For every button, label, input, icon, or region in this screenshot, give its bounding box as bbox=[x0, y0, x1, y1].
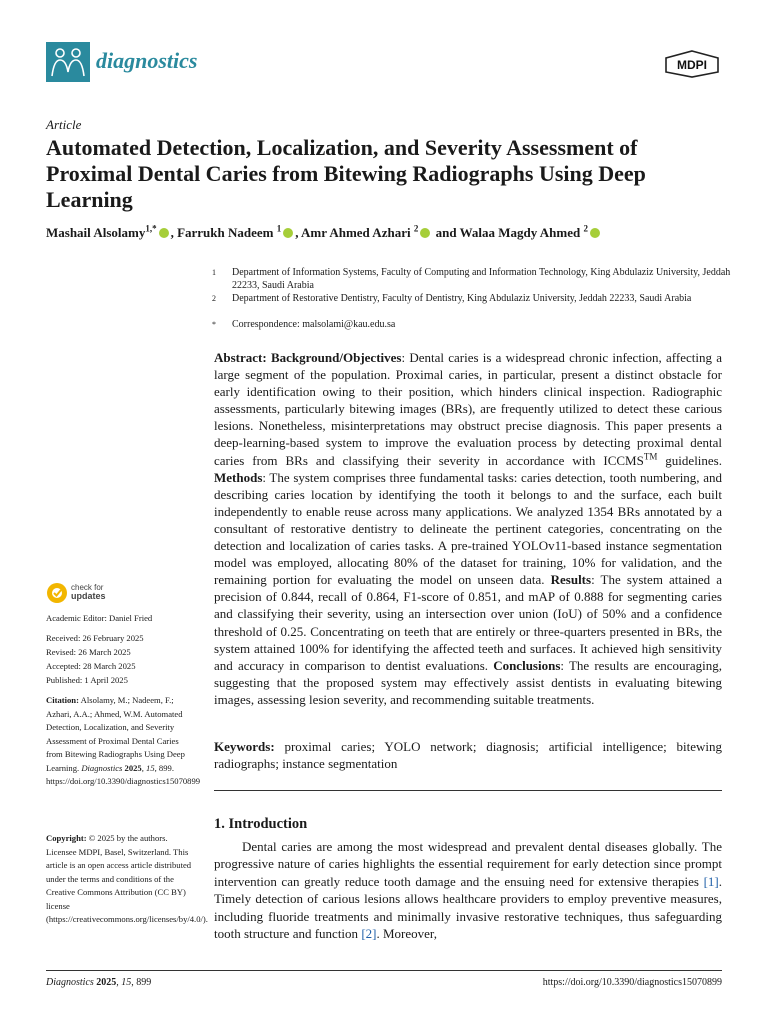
abstract-bg-tail: guidelines. bbox=[657, 452, 722, 468]
abstract-methods-label: Methods bbox=[214, 469, 263, 485]
correspondence bbox=[212, 318, 732, 331]
introduction-paragraph bbox=[214, 838, 722, 942]
article-type: Article bbox=[46, 117, 82, 132]
abstract-label: Abstract: bbox=[214, 350, 267, 365]
published-date: Published: 1 April 2025 bbox=[46, 675, 128, 685]
affiliation-text[interactable]: Correspondence: malsolami@kau.edu.sa bbox=[232, 319, 396, 330]
author-affiliation: 1 bbox=[276, 223, 282, 234]
journal-logo-icon bbox=[46, 42, 90, 82]
author-joiner: , bbox=[295, 225, 302, 240]
abstract-results-label: Results bbox=[550, 572, 592, 588]
abstract bbox=[214, 349, 722, 708]
revised-date: Revised: 26 March 2025 bbox=[46, 647, 131, 657]
footer-citation bbox=[46, 977, 151, 988]
author-affiliation: 2 bbox=[583, 223, 588, 234]
abstract-conclusions-text: : The results are encouraging, suggesting that the proposed system may effectively assist dentists in evaluating bitewing images, assessing lesion severity, and recommending suitable treatments. bbox=[214, 657, 722, 707]
author-list bbox=[46, 224, 726, 242]
intro-text: . Moreover, bbox=[376, 926, 437, 942]
citation-block bbox=[46, 694, 201, 789]
orcid-icon[interactable] bbox=[283, 228, 293, 238]
footer-divider bbox=[46, 970, 722, 971]
footer-journal: Diagnostics bbox=[46, 977, 94, 988]
article-title: Automated Detection, Localization, and Severity Assessment of Proximal Dental Caries from Bitewing Radiographs Using Deep Learning bbox=[46, 135, 646, 212]
citation-label: Citation: bbox=[46, 695, 79, 705]
citation-text: Alsolamy, M.; Nadeem, F.; Azhari, A.A.; Ahmed, W.M. Automated Detection, Localization, and Severity Assessment of Proximal Dental Caries from Bitewing Radiographs Using Deep Learning. bbox=[46, 695, 185, 773]
section-divider bbox=[214, 790, 722, 791]
footer-doi-link[interactable]: https://doi.org/10.3390/diagnostics15070899 bbox=[542, 977, 722, 988]
accepted-date: Accepted: 28 March 2025 bbox=[46, 661, 136, 671]
abstract-bg-label: Background/Objectives bbox=[270, 350, 402, 365]
author-affiliation: 2 bbox=[413, 223, 419, 234]
copyright-block bbox=[46, 832, 208, 927]
affiliation-mark: * bbox=[212, 320, 216, 329]
copyright-label: Copyright: bbox=[46, 833, 87, 843]
footer-year: 2025 bbox=[93, 977, 117, 988]
citation-tail[interactable]: , 899. https://doi.org/10.3390/diagnostics15070899 bbox=[46, 762, 201, 786]
intro-text: . Timely detection of carious lesions allows healthcare providers to employ preventive measures, including fluoride treatments and minimally invasive restorative techniques, thus safeguarding tooth structure and function bbox=[214, 873, 722, 942]
journal-name[interactable]: diagnostics bbox=[96, 48, 198, 73]
section-heading: 1. Introduction bbox=[214, 816, 308, 832]
mdpi-logo-icon[interactable] bbox=[664, 50, 720, 78]
author-name[interactable]: Mashail Alsolamy bbox=[46, 225, 146, 240]
abstract-methods-text: : The system comprises three fundamental tasks: caries detection, tooth numbering, and describing caries location by identifying the tooth it belongs to and the surface, each built independently to enable reuse across many applications. We analyzed 1354 BRs annotated by a consultant of restorative dentistry to delineate the pertinent categories, concentrating on the detection and localization of caries tasks. A pre-trained YOLOv11-based instance segmentation model was employed, allocating 80% of the dataset for training, 10% for validation, and the remaining portion for evaluating the model on unseen data. bbox=[214, 469, 722, 588]
keywords-label: Keywords: bbox=[214, 739, 275, 754]
copyright-text: © 2025 by the authors. Licensee MDPI, Basel, Switzerland. This article is an open access article distributed under the terms and conditions of the Creative Commons Attribution (CC BY) license (https://creativecommons.org/licenses/by/4.0/). bbox=[46, 833, 208, 924]
affiliation-mark: 1 bbox=[212, 268, 216, 277]
author-name[interactable]: Walaa Magdy Ahmed bbox=[459, 225, 581, 240]
orcid-icon[interactable] bbox=[159, 228, 169, 238]
affiliation-1 bbox=[212, 266, 732, 292]
footer-page: , 899 bbox=[131, 977, 152, 988]
author-name[interactable]: Farrukh Nadeem bbox=[177, 225, 274, 240]
author-joiner: and bbox=[432, 225, 460, 240]
affiliation-mark: 2 bbox=[212, 294, 216, 303]
orcid-icon[interactable] bbox=[590, 228, 600, 238]
author-affiliation: 1,* bbox=[145, 223, 157, 234]
received-date: Received: 26 February 2025 bbox=[46, 633, 144, 643]
keywords bbox=[214, 738, 722, 772]
trademark: TM bbox=[643, 451, 658, 462]
citation-link[interactable]: [1] bbox=[703, 873, 719, 889]
citation-link[interactable]: [2] bbox=[361, 926, 377, 942]
academic-editor: Academic Editor: Daniel Fried bbox=[46, 613, 153, 623]
intro-text: Dental caries are among the most widespread and prevalent dental diseases globally. The progressive nature of caries highlights the essential requirement for early detection since prompt intervention can greatly reduce tooth damage and the ensuing need for extensive therapies bbox=[214, 839, 722, 889]
affiliation-text: Department of Restorative Dentistry, Faculty of Dentistry, King Abdulaziz University, Jeddah 22233, Saudi Arabia bbox=[232, 293, 692, 304]
affiliation-2 bbox=[212, 292, 732, 305]
check-updates-icon bbox=[46, 582, 68, 604]
author-joiner: , bbox=[170, 225, 178, 240]
affiliation-text: Department of Information Systems, Faculty of Computing and Information Technology, King Abdulaziz University, Jeddah 22233, Saudi Arabia bbox=[232, 267, 731, 291]
updates-label: updates bbox=[71, 591, 106, 601]
orcid-icon[interactable] bbox=[420, 228, 430, 238]
keywords-text: proximal caries; YOLO network; diagnosis; artificial intelligence; bitewing radiographs; instance segmentation bbox=[214, 739, 722, 771]
citation-year: 2025 bbox=[122, 762, 142, 773]
citation-volume: , 15 bbox=[141, 762, 155, 773]
citation-journal: Diagnostics bbox=[81, 762, 123, 773]
abstract-bg-text: : Dental caries is a widespread chronic infection, affecting a large segment of the population. Proximal caries, in particular, present a distinct obstacle for early identification owing to their position, which hinders clinical inspection. Radiographic assessments, particularly bitewing images (BRs), are frequently utilized to detect these carious lesions. Nonetheless, misinterpretations may obstruct precise diagnosis. This paper presents a deep-learning-based system to improve the evaluation process by detecting proximal dental caries from BRs and classifying their severity in accordance with ICCMS bbox=[214, 350, 722, 468]
check-for-updates-button[interactable] bbox=[46, 582, 126, 604]
check-for-label: check for bbox=[71, 583, 104, 592]
abstract-conclusions-label: Conclusions bbox=[493, 657, 561, 673]
publisher-name: MDPI bbox=[677, 58, 707, 72]
author-name[interactable]: Amr Ahmed Azhari bbox=[301, 225, 411, 240]
abstract-results-text: : The system attained a precision of 0.844, recall of 0.864, F1-score of 0.851, and mAP of 0.888 for segmenting caries and classifying their severity, using an intersection over union (IoU) of 50% and a confidence threshold of 0.25. Concentrating on teeth that are entirely or three-quarters presented in BRs, the system attained 100% for identifying the affected teeth and surfaces. It achieved high sensitivity and accuracy in comparison to dentist evaluations. bbox=[214, 572, 722, 673]
footer-volume: , 15 bbox=[116, 977, 132, 988]
